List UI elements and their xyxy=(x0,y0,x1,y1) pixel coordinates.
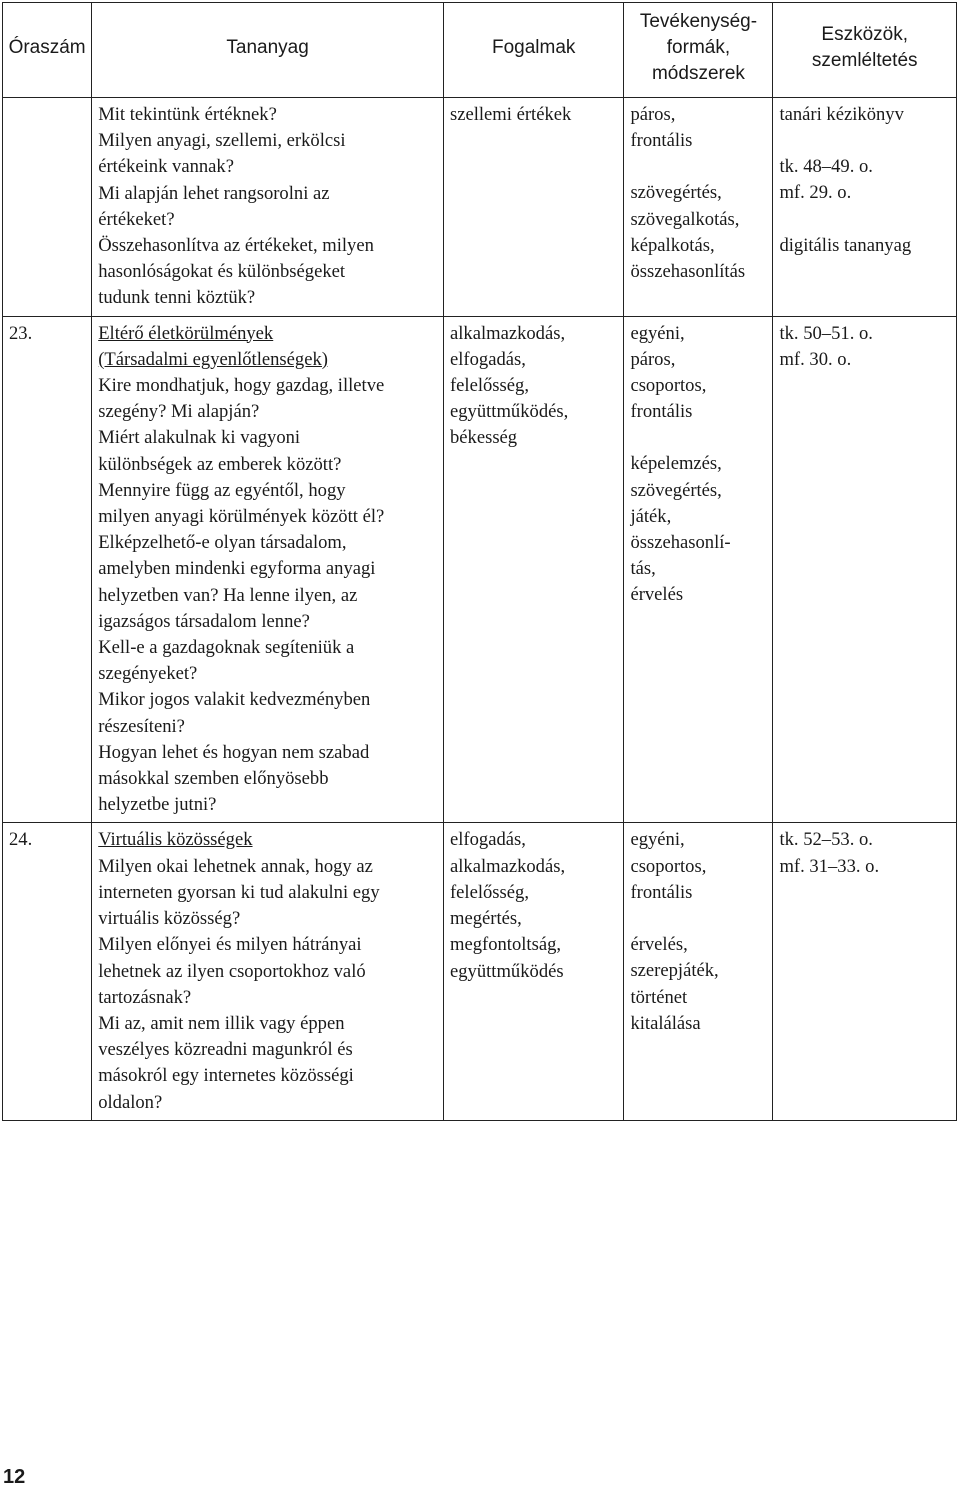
lesson-number-cell xyxy=(3,823,92,1120)
lesson-question: különbségek az emberek között? xyxy=(98,453,342,475)
lesson-question: Mikor jogos valakit kedvezményben xyxy=(98,689,371,711)
lesson-question: oldalon? xyxy=(98,1091,163,1113)
lesson-title: Eltérő életkörülmények xyxy=(98,322,274,344)
concept: békesség xyxy=(449,427,518,449)
activities-cell xyxy=(624,823,773,1120)
concept: alkalmazkodás, xyxy=(449,322,566,344)
activity: frontális xyxy=(630,881,693,903)
activity: kitalálása xyxy=(630,1012,701,1034)
lesson-question: részesíteni? xyxy=(98,715,185,737)
concept: elfogadás, xyxy=(449,348,526,370)
page-number: 12 xyxy=(3,1466,26,1488)
lesson-question: Mennyire függ az egyéntől, hogy xyxy=(98,479,346,501)
activities-cell xyxy=(624,98,773,317)
table-row xyxy=(3,823,957,1120)
group-spacer xyxy=(630,425,768,451)
tool: tk. 52–53. o. xyxy=(779,829,873,851)
lesson-question: Milyen anyagi, szellemi, erkölcsi xyxy=(98,130,346,152)
table-body xyxy=(3,98,957,1121)
lesson-question: értékeket? xyxy=(98,208,175,230)
lesson-question: amelyben mindenki egyforma anyagi xyxy=(98,558,376,580)
lesson-question: Hogyan lehet és hogyan nem szabad xyxy=(98,741,370,763)
concept: együttműködés, xyxy=(449,401,569,423)
activity: képelemzés, xyxy=(630,453,722,475)
activity: érvelés xyxy=(630,584,684,606)
concepts-cell xyxy=(443,98,623,317)
header-activities-line: Tevékenység- xyxy=(639,11,758,32)
tools-cell xyxy=(773,823,957,1120)
header-tools-line: szemléltetés xyxy=(811,50,918,71)
activity: frontális xyxy=(630,401,693,423)
activity: szövegértés, xyxy=(630,479,722,501)
lesson-question: Miért alakulnak ki vagyoni xyxy=(98,427,301,449)
header-lesson-number: Óraszám xyxy=(3,3,92,98)
activity: történet xyxy=(630,986,688,1008)
lesson-question: Összehasonlítva az értékeket, milyen xyxy=(98,235,374,257)
activity: érvelés, xyxy=(630,934,688,956)
lesson-question: szegény? Mi alapján? xyxy=(98,401,260,423)
activity: páros, xyxy=(630,348,676,370)
header-tools xyxy=(773,3,957,98)
tool: digitális tananyag xyxy=(779,234,912,256)
lesson-question: Milyen előnyei és milyen hátrányai xyxy=(98,934,362,956)
lesson-question: szegényeket? xyxy=(98,663,198,685)
activity: egyéni, xyxy=(630,829,685,851)
header-activities xyxy=(624,3,773,98)
header-activities-line: formák, xyxy=(666,37,731,58)
concepts-cell xyxy=(443,823,623,1120)
header-activities-line: módszerek xyxy=(651,63,745,84)
concept: elfogadás, xyxy=(449,829,526,851)
lesson-number: 23. xyxy=(9,322,33,344)
activity: szövegalkotás, xyxy=(630,208,740,230)
lesson-question: interneten gyorsan ki tud alakulni egy xyxy=(98,881,380,903)
lesson-question: értékeink vannak? xyxy=(98,156,234,178)
lesson-number-cell xyxy=(3,316,92,823)
header-concepts: Fogalmak xyxy=(443,3,623,98)
group-spacer xyxy=(630,154,768,180)
lesson-question: tudunk tenni köztük? xyxy=(98,287,256,309)
lesson-question: tartozásnak? xyxy=(98,986,192,1008)
curriculum-cell xyxy=(92,98,444,317)
curriculum-cell xyxy=(92,823,444,1120)
activity: összehasonlí- xyxy=(630,532,731,554)
group-spacer xyxy=(630,906,768,932)
table-header-row xyxy=(3,3,957,98)
concept: szellemi értékek xyxy=(449,104,572,125)
group-spacer xyxy=(779,207,952,233)
group-spacer xyxy=(779,128,952,154)
lesson-question: milyen anyagi körülmények között él? xyxy=(98,506,385,528)
concept: együttműködés xyxy=(449,960,564,982)
header-curriculum: Tananyag xyxy=(92,3,444,98)
table-row xyxy=(3,98,957,317)
activities-cell xyxy=(624,316,773,823)
lesson-question: Elképzelhető-e olyan társadalom, xyxy=(98,532,347,554)
lesson-plan-table xyxy=(2,2,957,1121)
lesson-question: igazságos társadalom lenne? xyxy=(98,610,310,632)
table-row xyxy=(3,316,957,823)
activity: frontális xyxy=(630,130,693,152)
activity: összehasonlítás xyxy=(630,261,746,283)
lesson-question: Mi alapján lehet rangsorolni az xyxy=(98,182,330,204)
tool: tk. 48–49. o. xyxy=(779,156,873,178)
lesson-question: Milyen okai lehetnek annak, hogy az xyxy=(98,855,373,877)
tools-cell xyxy=(773,316,957,823)
lesson-question: Mi az, amit nem illik vagy éppen xyxy=(98,1012,345,1034)
activity: képalkotás, xyxy=(630,234,715,256)
lesson-question: Mit tekintünk értéknek? xyxy=(98,104,277,125)
concept: felelősség, xyxy=(449,375,529,397)
activity: tás, xyxy=(630,558,656,580)
tool: tk. 50–51. o. xyxy=(779,322,873,344)
lesson-title: Virtuális közösségek xyxy=(98,829,253,851)
header-tools-line: Eszközök, xyxy=(821,24,909,45)
activity: páros, xyxy=(630,104,676,125)
lesson-question: helyzetben van? Ha lenne ilyen, az xyxy=(98,584,358,606)
activity: egyéni, xyxy=(630,322,685,344)
concepts-cell xyxy=(443,316,623,823)
lesson-question: másokról egy internetes közösségi xyxy=(98,1065,354,1087)
lesson-question: virtuális közösség? xyxy=(98,908,241,930)
concept: alkalmazkodás, xyxy=(449,855,566,877)
lesson-question: helyzetbe jutni? xyxy=(98,794,217,816)
lesson-question: lehetnek az ilyen csoportokhoz való xyxy=(98,960,366,982)
lesson-number-cell xyxy=(3,98,92,317)
tools-cell xyxy=(773,98,957,317)
activity: csoportos, xyxy=(630,855,707,877)
activity: játék, xyxy=(630,505,672,527)
concept: felelősség, xyxy=(449,881,529,903)
lesson-number: 24. xyxy=(9,829,33,851)
activity: szerepjáték, xyxy=(630,960,719,982)
tool: mf. 29. o. xyxy=(779,182,852,204)
curriculum-cell xyxy=(92,316,444,823)
tool: mf. 31–33. o. xyxy=(779,855,880,877)
lesson-question: veszélyes közreadni magunkról és xyxy=(98,1039,353,1061)
concept: megértés, xyxy=(449,908,522,930)
concept: megfontoltság, xyxy=(449,934,562,956)
activity: szövegértés, xyxy=(630,182,722,204)
lesson-question: Kell-e a gazdagoknak segíteniük a xyxy=(98,637,355,659)
lesson-question: Kire mondhatjuk, hogy gazdag, illetve xyxy=(98,375,385,397)
tool: mf. 30. o. xyxy=(779,348,852,370)
lesson-question: másokkal szemben előnyösebb xyxy=(98,768,329,790)
activity: csoportos, xyxy=(630,375,707,397)
lesson-question: hasonlóságokat és különbségeket xyxy=(98,261,346,283)
tool: tanári kézikönyv xyxy=(779,104,904,125)
lesson-title: (Társadalmi egyenlőtlenségek) xyxy=(98,348,328,370)
